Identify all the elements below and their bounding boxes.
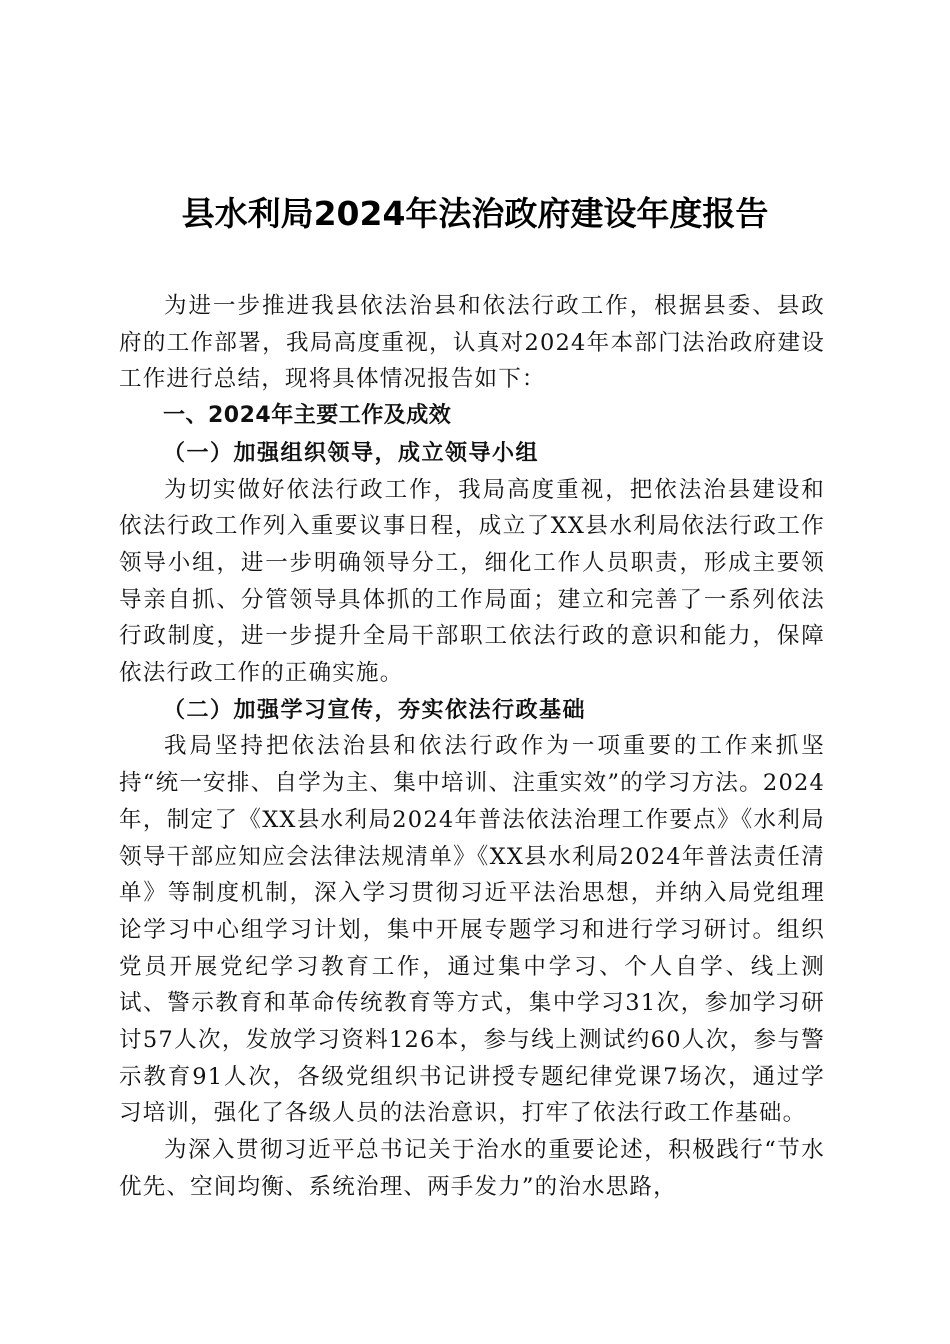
subsection-2-paragraph-2: 为深入贯彻习近平总书记关于治水的重要论述，积极践行“节水优先、空间均衡、系统治理、两手发力”的治水思路，	[119, 1137, 825, 1200]
subsection-heading-1: （一）加强组织领导，成立领导小组	[163, 439, 540, 466]
subsection-1-paragraph: 为切实做好依法行政工作，我局高度重视，把依法治县建设和依法行政工作列入重要议事日程，成立了XX县水利局依法行政工作领导小组，进一步明确领导分工，细化工作人员职责，形成主要领导亲自抓、分管领导具体抓的工作局面；建立和完善了一系列依法行政制度，进一步提升全局干部职工依法行政的意识和能力，保障依法行政工作的正确实施。	[119, 476, 825, 687]
intro-paragraph: 为进一步推进我县依法治县和依法行政工作，根据县委、县政府的工作部署，我局高度重视，认真对2024年本部门法治政府建设工作进行总结，现将具体情况报告如下：	[119, 293, 825, 393]
section-heading-1: 一、2024年主要工作及成效	[163, 403, 452, 429]
subsection-heading-2: （二）加强学习宣传，夯实依法行政基础	[163, 696, 587, 723]
subsection-2-paragraph-1: 我局坚持把依法治县和依法行政作为一项重要的工作来抓坚持“统一安排、自学为主、集中培训、注重实效”的学习方法。2024年，制定了《XX县水利局2024年普法依法治理工作要点》《水利局领导干部应知应会法律法规清单》《XX县水利局2024年普法责任清单》等制度机制，深入学习贯彻习近平法治思想，并纳入局党组理论学习中心组学习计划，集中开展专题学习和进行学习研讨。组织党员开展党纪学习教育工作，通过集中学习、个人自学、线上测试、警示教育和革命传统教育等方式，集中学习31次，参加学习研讨57人次，发放学习资料126本，参与线上测试约60人次，参与警示教育91人次，各级党组织书记讲授专题纪律党课7场次，通过学习培训，强化了各级人员的法治意识，打牢了依法行政工作基础。	[119, 733, 825, 1127]
document-title: 县水利局2024年法治政府建设年度报告	[181, 194, 769, 233]
document-body	[119, 288, 825, 1206]
